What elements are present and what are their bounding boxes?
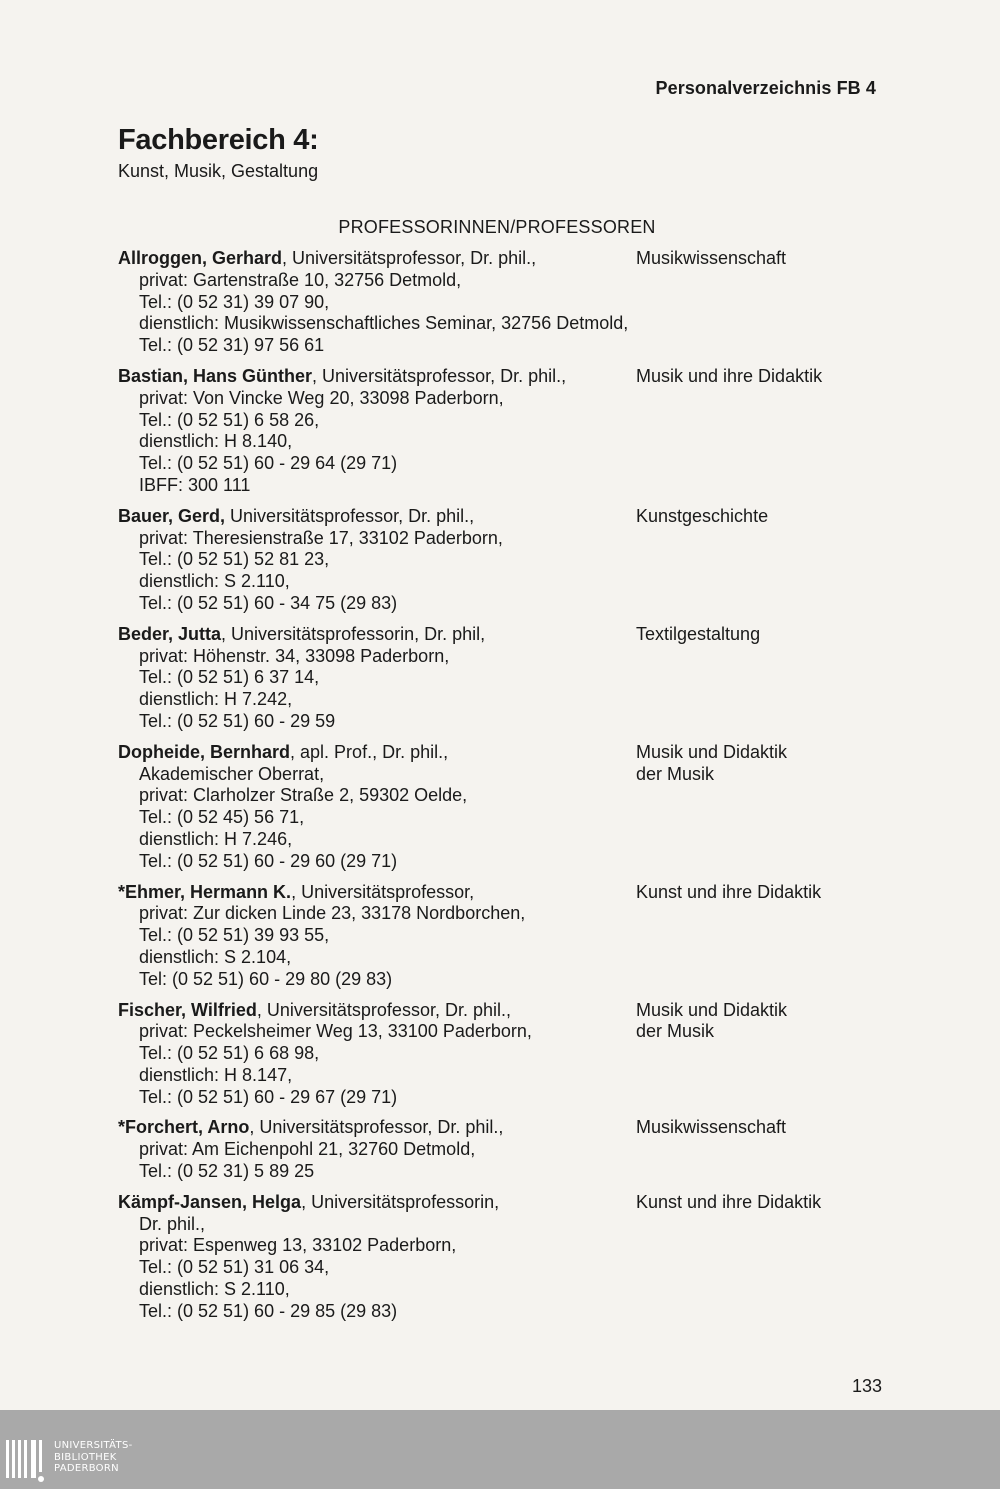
staff-entry: [118, 742, 878, 873]
subject-field-line: Musik und ihre Didaktik: [636, 365, 823, 386]
entry-detail-line: Tel.: (0 52 31) 97 56 61: [139, 335, 325, 356]
entry-detail-line: Tel.: (0 52 51) 60 - 29 59: [139, 710, 336, 731]
staff-entry: [118, 1000, 878, 1109]
barcode-icon: [4, 1440, 50, 1484]
staff-title: , Universitätsprofessorin, Dr. phil,: [221, 623, 486, 644]
entry-detail-line: privat: Espenweg 13, 33102 Paderborn,: [139, 1235, 457, 1256]
entry-detail-line: dienstlich: S 2.110,: [139, 1279, 290, 1300]
subject-field: [636, 882, 821, 904]
staff-name: Beder, Jutta: [118, 623, 222, 644]
staff-title: , Universitätsprofessor, Dr. phil.,: [249, 1117, 504, 1138]
section-heading: PROFESSORINNEN/PROFESSOREN: [338, 217, 656, 237]
entry-detail-line: privat: Von Vincke Weg 20, 33098 Paderborn,: [139, 387, 504, 408]
staff-title: , Universitätsprofessor, Dr. phil.,: [282, 248, 537, 268]
staff-entry: [118, 882, 878, 991]
subject-field: [636, 1192, 821, 1214]
staff-entry: [118, 1192, 878, 1323]
entry-detail-line: Tel.: (0 52 51) 60 - 29 60 (29 71): [139, 850, 398, 871]
entry-detail-line: privat: Clarholzer Straße 2, 59302 Oelde,: [139, 785, 468, 806]
subject-field-line: Textilgestaltung: [636, 623, 761, 644]
entry-heading: [118, 624, 878, 646]
entry-detail-line: dienstlich: Musikwissenschaftliches Seminar, 32756 Detmold,: [139, 313, 629, 334]
staff-name: Fischer, Wilfried: [118, 999, 257, 1020]
staff-entry: [118, 366, 878, 497]
logo-line: UNIVERSITÄTS-: [54, 1440, 133, 1451]
logo-line: PADERBORN: [54, 1463, 119, 1474]
entry-detail-line: Tel: (0 52 51) 60 - 29 80 (29 83): [139, 968, 393, 989]
entry-detail-line: dienstlich: S 2.104,: [139, 946, 292, 967]
subject-field: [636, 1117, 786, 1139]
entry-detail-line: dienstlich: H 7.242,: [139, 689, 293, 710]
subject-field: [636, 624, 760, 646]
entry-detail-line: Tel.: (0 52 51) 52 81 23,: [139, 549, 330, 570]
staff-entry: [118, 248, 878, 357]
entry-detail-line: Dr. phil.,: [139, 1213, 206, 1234]
subject-field: [636, 248, 786, 270]
subject-field: [636, 742, 787, 786]
staff-title: , apl. Prof., Dr. phil.,: [290, 741, 449, 762]
entry-detail-line: dienstlich: S 2.110,: [139, 571, 290, 592]
entry-detail-line: dienstlich: H 8.147,: [139, 1064, 293, 1085]
staff-title: , Universitätsprofessor,: [291, 881, 475, 902]
staff-entry: [118, 506, 878, 615]
subject-field-line: Musik und Didaktik: [636, 999, 788, 1020]
staff-name: Kämpf-Jansen, Helga: [118, 1191, 302, 1212]
subject-field-line: Kunst und ihre Didaktik: [636, 1191, 822, 1212]
entry-detail-line: privat: Höhenstr. 34, 33098 Paderborn,: [139, 645, 450, 666]
library-logo: [4, 1440, 164, 1484]
entry-detail-line: privat: Theresienstraße 17, 33102 Paderborn,: [139, 527, 503, 548]
staff-title: Universitätsprofessor, Dr. phil.,: [225, 505, 475, 526]
subject-field-line: der Musik: [636, 763, 715, 784]
entry-detail-line: Tel.: (0 52 45) 56 71,: [139, 807, 305, 828]
entry-detail-line: Tel.: (0 52 31) 5 89 25: [139, 1161, 315, 1182]
entry-detail-line: Tel.: (0 52 51) 6 37 14,: [139, 667, 320, 688]
running-head: Personalverzeichnis FB 4: [655, 78, 876, 98]
subject-field: [636, 1000, 787, 1044]
entry-detail-line: Akademischer Oberrat,: [139, 763, 325, 784]
subject-field-line: Musikwissenschaft: [636, 1117, 787, 1138]
staff-entry: [118, 1117, 878, 1182]
staff-name: *Forchert, Arno: [118, 1117, 250, 1138]
entry-detail-line: Tel.: (0 52 51) 60 - 34 75 (29 83): [139, 592, 398, 613]
subject-field: [636, 366, 822, 388]
entry-detail-line: Tel.: (0 52 51) 39 93 55,: [139, 925, 330, 946]
staff-directory-list: [118, 248, 878, 1332]
entry-detail-line: privat: Peckelsheimer Weg 13, 33100 Paderborn,: [139, 1021, 532, 1042]
staff-name: Bastian, Hans Günther: [118, 365, 313, 386]
entry-detail-line: Tel.: (0 52 51) 60 - 29 67 (29 71): [139, 1086, 398, 1107]
staff-title: , Universitätsprofessor, Dr. phil.,: [312, 365, 567, 386]
entry-detail-line: Tel.: (0 52 51) 6 58 26,: [139, 409, 320, 430]
entry-detail-line: Tel.: (0 52 51) 31 06 34,: [139, 1257, 330, 1278]
staff-name: *Ehmer, Hermann K.: [118, 881, 292, 902]
subject-field-line: Musik und Didaktik: [636, 741, 788, 762]
entry-detail-line: Tel.: (0 52 51) 6 68 98,: [139, 1043, 320, 1064]
library-logo-text: [54, 1440, 133, 1475]
staff-title: , Universitätsprofessorin,: [301, 1191, 500, 1212]
subject-field-line: der Musik: [636, 1021, 715, 1042]
entry-detail-line: Tel.: (0 52 51) 60 - 29 85 (29 83): [139, 1300, 398, 1321]
staff-name: Dopheide, Bernhard: [118, 741, 291, 762]
entry-detail-line: Tel.: (0 52 51) 60 - 29 64 (29 71): [139, 453, 398, 474]
logo-line: BIBLIOTHEK: [54, 1451, 117, 1463]
entry-detail-line: privat: Gartenstraße 10, 32756 Detmold,: [139, 269, 462, 290]
library-footer: [0, 1410, 1000, 1489]
entry-detail-line: Tel.: (0 52 31) 39 07 90,: [139, 291, 330, 312]
entry-detail-line: dienstlich: H 8.140,: [139, 431, 293, 452]
staff-name: Allroggen, Gerhard: [118, 248, 283, 268]
page-number: 133: [851, 1376, 882, 1396]
entry-detail-line: privat: Zur dicken Linde 23, 33178 Nordborchen,: [139, 903, 526, 924]
staff-title: , Universitätsprofessor, Dr. phil.,: [256, 999, 511, 1020]
entry-detail-line: dienstlich: H 7.246,: [139, 828, 293, 849]
subject-field-line: Musikwissenschaft: [636, 248, 787, 268]
entry-detail-line: IBFF: 300 111: [139, 474, 251, 495]
department-title: Fachbereich 4:: [118, 124, 319, 156]
staff-name: Bauer, Gerd,: [118, 505, 226, 526]
subject-field-line: Kunst und ihre Didaktik: [636, 881, 822, 902]
entry-detail-line: privat: Am Eichenpohl 21, 32760 Detmold,: [139, 1139, 476, 1160]
department-subtitle: Kunst, Musik, Gestaltung: [118, 161, 319, 181]
staff-entry: [118, 624, 878, 733]
subject-field-line: Kunstgeschichte: [636, 505, 769, 526]
subject-field: [636, 506, 768, 528]
